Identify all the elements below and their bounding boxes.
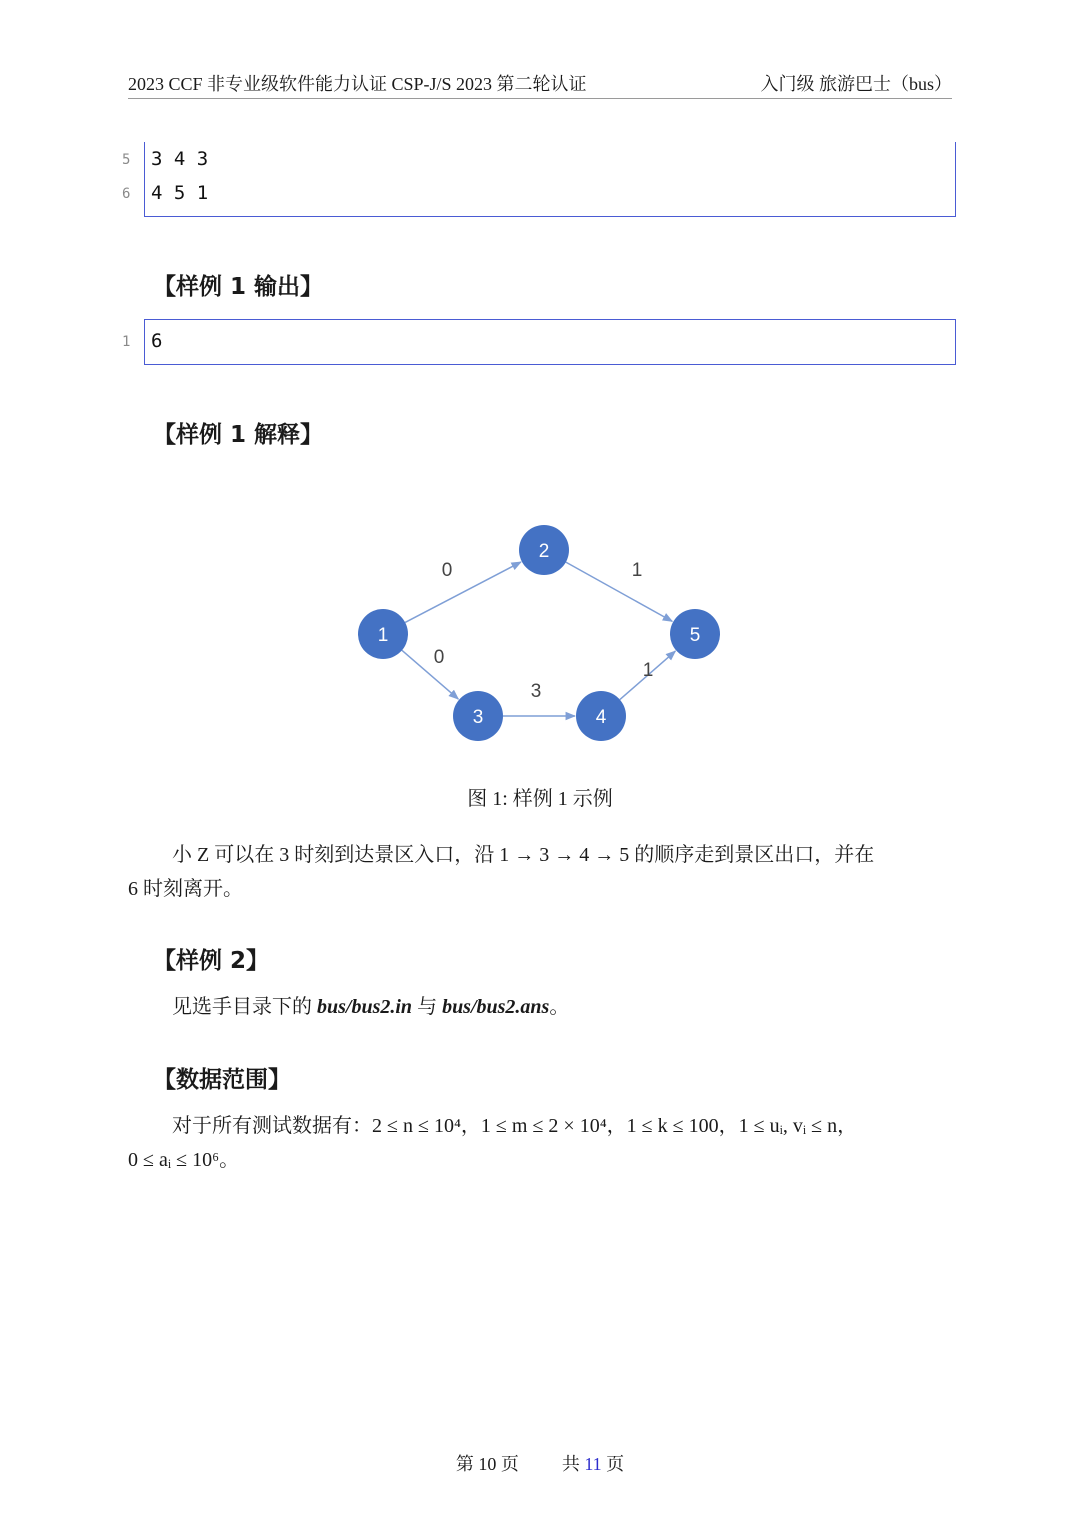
graph-edge-1-3	[402, 650, 458, 699]
sample1-input-block	[144, 142, 956, 217]
header-problem: 入门级 旅游巴士（bus）	[760, 74, 952, 94]
page-footer	[0, 1450, 1080, 1476]
total-pages-suffix: 页	[601, 1454, 625, 1474]
page-number: 第 10 页	[455, 1454, 519, 1474]
total-pages-prefix: 共	[561, 1454, 585, 1474]
sample2-prefix: 见选手目录下的	[172, 996, 317, 1018]
code-line: 4 5 1	[151, 182, 209, 204]
file-bus2-ans: bus/bus2.ans	[442, 996, 550, 1018]
data-range-line2: 0 ≤ aᵢ ≤ 10⁶。	[128, 1149, 240, 1171]
sample1-output-block	[144, 319, 956, 365]
sample2-text	[172, 990, 569, 1024]
data-range-line1	[172, 1109, 857, 1143]
graph-figure	[340, 510, 740, 760]
graph-node-label: 2	[538, 541, 550, 562]
sample2-suffix: 。	[549, 996, 570, 1018]
figure-caption: 图 1: 样例 1 示例	[467, 788, 613, 810]
edge-weight-label: 1	[642, 660, 654, 681]
explain-text-line1: 小 Z 可以在 3 时刻到达景区入口，沿 1 → 3 → 4 → 5 的顺序走到景区出口，并在	[172, 844, 875, 866]
line-number: 1	[122, 334, 131, 350]
graph-edge-2-5	[566, 562, 672, 621]
sample1-explain-title: 【样例 1 解释】	[153, 422, 324, 448]
edge-weight-label: 0	[441, 560, 453, 581]
file-bus2-in: bus/bus2.in	[317, 996, 413, 1018]
sample2-middle: 与	[412, 996, 443, 1018]
graph-edge-1-2	[405, 562, 521, 622]
data-range-title: 【数据范围】	[153, 1067, 291, 1093]
total-pages: 11	[584, 1454, 602, 1474]
line-number: 6	[122, 186, 131, 202]
sample2-title: 【样例 2】	[153, 948, 270, 974]
graph-node-label: 4	[595, 707, 607, 728]
explain-text-line2: 6 时刻离开。	[128, 878, 243, 900]
edge-weight-label: 3	[530, 681, 542, 702]
data-range-prefix: 对于所有测试数据有：	[172, 1115, 372, 1137]
code-line: 6	[151, 330, 163, 352]
edge-weight-label: 0	[433, 647, 445, 668]
edge-weight-label: 1	[631, 560, 643, 581]
data-range-constraints: 2 ≤ n ≤ 10⁴，1 ≤ m ≤ 2 × 10⁴，1 ≤ k ≤ 100，1 ≤ uᵢ, vᵢ ≤ n，	[372, 1115, 858, 1137]
graph-node-label: 5	[689, 625, 701, 646]
graph-node-label: 3	[472, 707, 484, 728]
page-header	[128, 70, 952, 99]
line-number: 5	[122, 152, 131, 168]
graph-node-label: 1	[377, 625, 389, 646]
sample1-output-title: 【样例 1 输出】	[153, 274, 324, 300]
code-line: 3 4 3	[151, 148, 209, 170]
header-title: 2023 CCF 非专业级软件能力认证 CSP-J/S 2023 第二轮认证	[128, 74, 587, 94]
